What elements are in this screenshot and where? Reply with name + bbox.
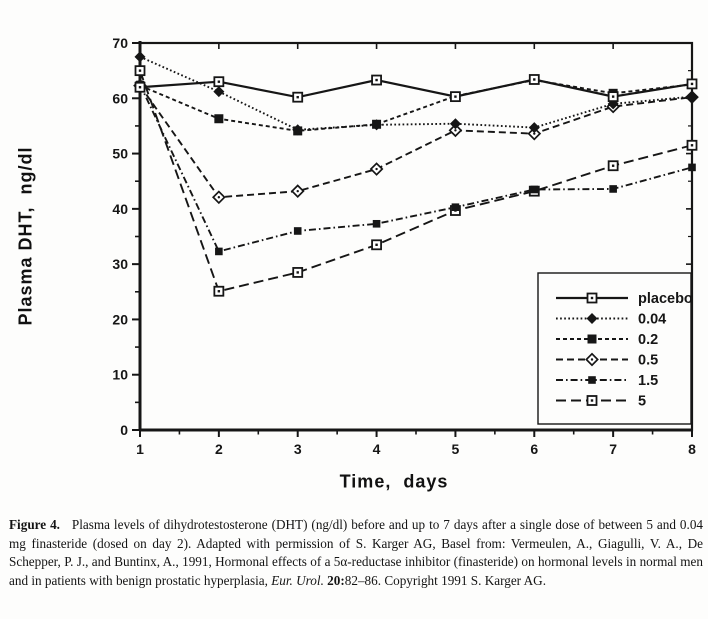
x-tick-label: 6 xyxy=(530,441,539,457)
x-axis-title: Time, days xyxy=(339,471,449,492)
legend-label: placebo xyxy=(638,291,693,307)
caption-text: 20: xyxy=(327,573,345,589)
legend-label: 0.5 xyxy=(638,352,659,369)
y-tick-label: 60 xyxy=(112,90,128,107)
legend-label: 5 xyxy=(638,393,647,410)
legend-label: 0.04 xyxy=(638,311,667,328)
y-axis-title: Plasma DHT, ng/dl xyxy=(15,146,36,326)
figure-caption xyxy=(9,516,703,591)
x-tick-label: 3 xyxy=(293,441,302,457)
y-tick-label: 0 xyxy=(120,422,128,438)
y-tick-label: 10 xyxy=(112,366,128,383)
legend-label: 1.5 xyxy=(638,373,659,389)
caption-text: Eur. Urol. xyxy=(271,573,324,589)
legend xyxy=(538,273,693,424)
x-tick-label: 1 xyxy=(136,441,144,457)
caption-text: Figure 4. xyxy=(9,517,60,532)
x-tick-label: 7 xyxy=(609,441,618,457)
caption-text: 82–86. Copyright 1991 S. Karger AG. xyxy=(344,573,546,589)
legend-label: 0.2 xyxy=(638,332,659,348)
x-tick-label: 4 xyxy=(372,441,381,457)
y-tick-label: 40 xyxy=(112,200,128,217)
y-tick-label: 50 xyxy=(112,145,128,162)
x-tick-label: 8 xyxy=(688,441,696,457)
caption-text: Plasma levels of dihydrotestosterone (DHT) (ng/dl) before and up to 7 days after a single dose of between 5 and 0.04 mg finasteride (dosed on day 2). Adapted with permission of S. Karger AG, Basel from: Vermeulen, A., Giagulli, V. A., De Schepper, P. J., and Buntinx, A., 1991, Hormonal effects of a 5α-reductase inhibitor (finasteride) on hormonal levels in normal men and in patients with benign prostatic hyperplasia, xyxy=(9,517,704,589)
x-tick-label: 2 xyxy=(214,441,223,457)
y-tick-label: 20 xyxy=(112,311,128,328)
y-tick-label: 30 xyxy=(112,256,128,273)
x-tick-label: 5 xyxy=(451,441,460,457)
y-tick-label: 70 xyxy=(112,35,128,51)
